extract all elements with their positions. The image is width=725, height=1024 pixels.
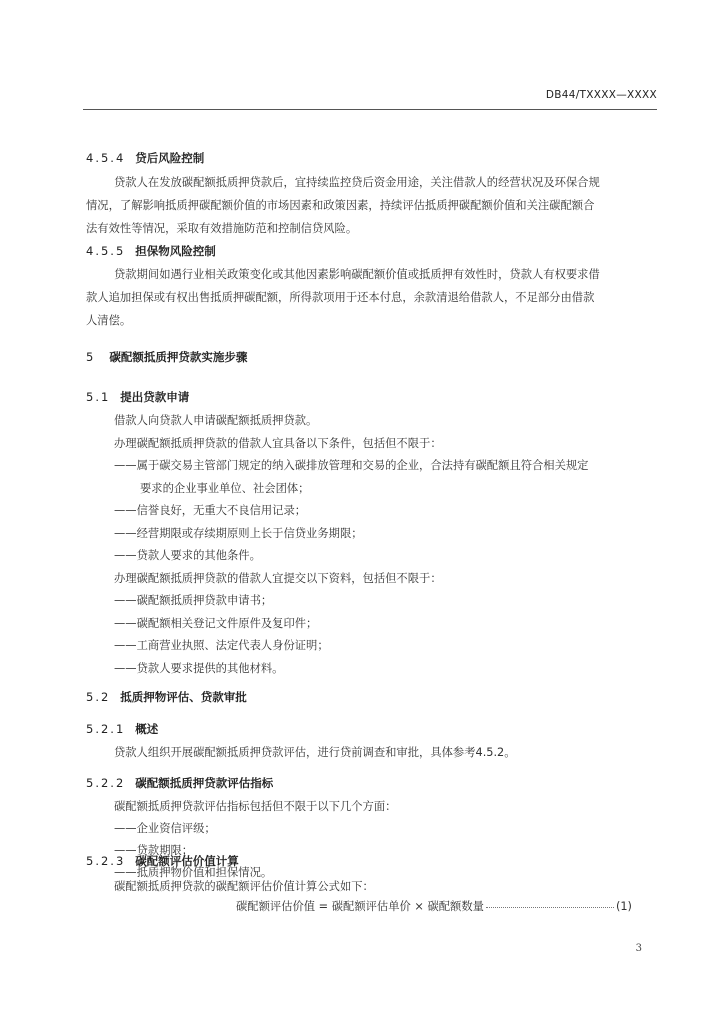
paragraph-line: 贷款期间如遇行业相关政策变化或其他因素影响碳配额价值或抵质押有效性时，贷款人有权要求借 xyxy=(114,268,600,281)
heading-title: 碳配额抵质押贷款评估指标 xyxy=(135,776,274,790)
heading-5 xyxy=(86,349,247,365)
heading-4-5-5 xyxy=(86,243,216,259)
paragraph-line: 人清偿。 xyxy=(86,314,132,327)
paragraph-line: 办理碳配额抵质押贷款的借款人宜提交以下资料，包括但不限于： xyxy=(114,572,442,585)
heading-title: 抵质押物评估、贷款审批 xyxy=(120,690,247,704)
heading-number: 4.5.5 xyxy=(86,244,126,258)
list-item: ——碳配额相关登记文件原件及复印件； xyxy=(114,617,318,630)
heading-number: 5.2 xyxy=(86,690,111,704)
paragraph-line: 碳配额抵质押贷款评估指标包括但不限于以下几个方面： xyxy=(114,800,397,813)
paragraph-line: 贷款人组织开展碳配额抵质押贷款评估，进行贷前调查和审批，具体参考4.5.2。 xyxy=(114,746,516,759)
heading-5-1 xyxy=(86,389,189,405)
page-number: 3 xyxy=(635,943,642,954)
list-item: ——信誉良好，无重大不良信用记录； xyxy=(114,504,307,517)
list-item: ——碳配额抵质押贷款申请书； xyxy=(114,594,273,607)
heading-5-2-2 xyxy=(86,775,273,791)
list-item: ——贷款人要求提供的其他材料。 xyxy=(114,662,284,675)
heading-number: 5 xyxy=(86,350,96,364)
heading-title: 碳配额抵质押贷款实施步骤 xyxy=(109,350,248,364)
paragraph-line: 碳配额抵质押贷款的碳配额评估价值计算公式如下： xyxy=(114,880,374,893)
heading-title: 概述 xyxy=(135,722,159,736)
list-item: ——经营期限或存续期原则上长于信贷业务期限； xyxy=(114,527,363,540)
heading-5-2 xyxy=(86,689,247,705)
heading-5-2-3 xyxy=(86,853,239,869)
paragraph-line: 法有效性等情况，采取有效措施防范和控制信贷风险。 xyxy=(86,222,358,235)
formula-number: (1) xyxy=(615,900,632,913)
paragraph-line: 款人追加担保或有权出售抵质押碳配额，所得款项用于还本付息，余款清退给借款人，不足部分由借款 xyxy=(86,291,595,304)
paragraph-line: 贷款人在发放碳配额抵质押贷款后，宜持续监控贷后资金用途，关注借款人的经营状况及环保合规 xyxy=(114,176,600,189)
heading-number: 5.2.2 xyxy=(86,776,126,790)
formula-text: 碳配额评估价值 = 碳配额评估单价 × 碳配额数量 xyxy=(236,900,484,913)
list-item: ——企业资信评级； xyxy=(114,822,216,835)
paragraph-line: 借款人向贷款人申请碳配额抵质押贷款。 xyxy=(114,414,318,427)
list-item: ——贷款期限； xyxy=(114,844,194,857)
formula xyxy=(236,898,656,914)
heading-number: 5.2.3 xyxy=(86,854,126,868)
list-item: ——工商营业执照、法定代表人身份证明； xyxy=(114,639,329,652)
header-rule xyxy=(83,109,657,110)
heading-title: 碳配额评估价值计算 xyxy=(135,854,239,868)
list-item-continuation: 要求的企业事业单位、社会团体； xyxy=(140,482,310,495)
paragraph-line: 办理碳配额抵质押贷款的借款人宜具备以下条件，包括但不限于： xyxy=(114,437,442,450)
heading-title: 贷后风险控制 xyxy=(135,151,205,165)
document-code: DB44/TXXXX—XXXX xyxy=(545,89,657,101)
list-item: ——属于碳交易主管部门规定的纳入碳排放管理和交易的企业，合法持有碳配额且符合相关规定 xyxy=(114,459,589,472)
heading-title: 提出贷款申请 xyxy=(120,390,190,404)
heading-number: 5.2.1 xyxy=(86,722,126,736)
heading-5-2-1 xyxy=(86,721,158,737)
leader-dots xyxy=(486,899,614,908)
list-item: ——贷款人要求的其他条件。 xyxy=(114,549,261,562)
paragraph-line: 情况，了解影响抵质押碳配额价值的市场因素和政策因素，持续评估抵质押碳配额价值和关注碳配额合 xyxy=(86,199,595,212)
heading-title: 担保物风险控制 xyxy=(135,244,216,258)
list-item: ——抵质押物价值和担保情况。 xyxy=(114,866,273,879)
heading-number: 4.5.4 xyxy=(86,151,126,165)
heading-4-5-4 xyxy=(86,150,204,166)
heading-number: 5.1 xyxy=(86,390,111,404)
